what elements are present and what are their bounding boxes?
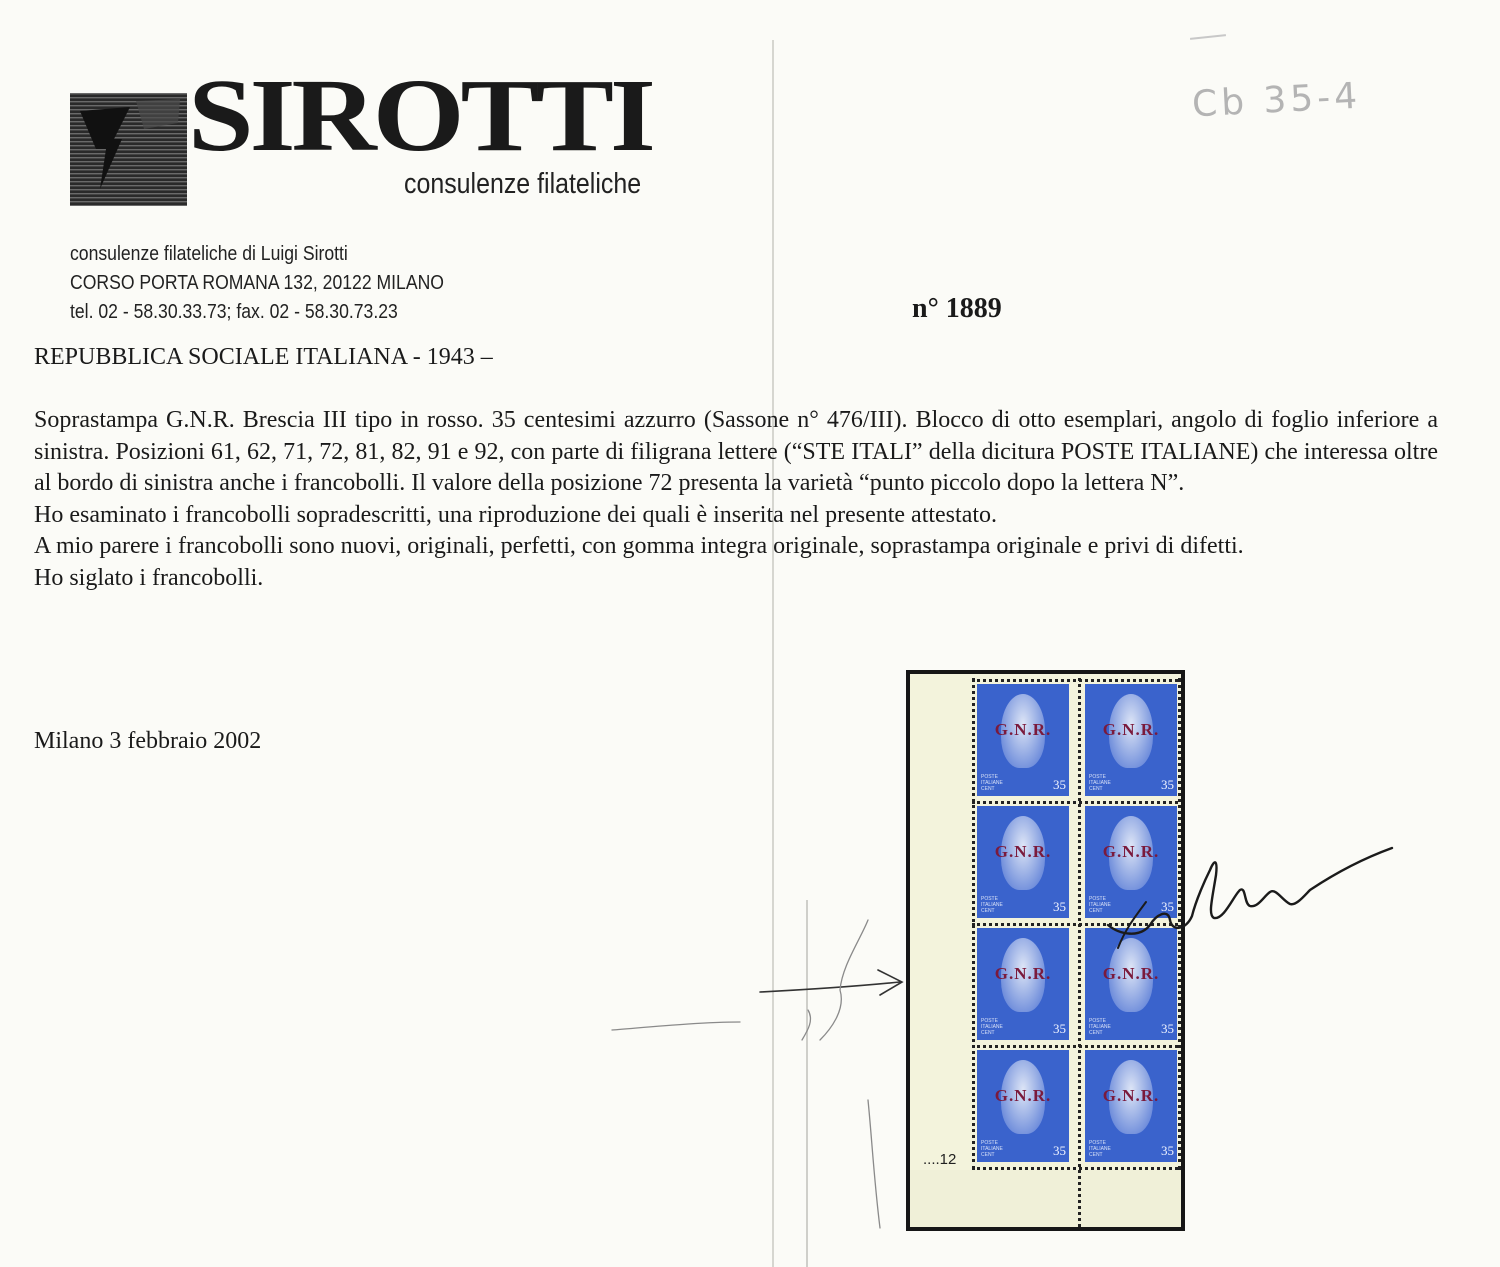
stamp-value: 35 <box>1161 899 1174 914</box>
stamp-value: 35 <box>1161 1143 1174 1158</box>
stamp-imprint: POSTE ITALIANE CENT <box>981 1018 1003 1036</box>
gnr-overprint: G.N.R. <box>994 1086 1052 1105</box>
gnr-overprint: G.N.R. <box>1102 964 1160 983</box>
sheet-number: ....12 <box>923 1151 957 1168</box>
stamp-imprint: POSTE ITALIANE CENT <box>981 896 1003 914</box>
signature-stroke <box>1118 902 1146 948</box>
gnr-overprint: G.N.R. <box>994 964 1052 983</box>
stamp-value: 35 <box>1053 777 1066 792</box>
address-line-2: CORSO PORTA ROMANA 132, 20122 MILANO <box>70 272 444 294</box>
gnr-overprint: G.N.R. <box>1102 1086 1160 1105</box>
stamp-imprint: POSTE ITALIANE CENT <box>1089 896 1111 914</box>
stamp-value: 35 <box>1161 1021 1174 1036</box>
date-place: Milano 3 febbraio 2002 <box>34 728 262 754</box>
stamp-imprint: POSTE ITALIANE CENT <box>1089 774 1111 792</box>
gnr-overprint: G.N.R. <box>1102 720 1160 739</box>
address-line-1: consulenze filateliche di Luigi Sirotti <box>70 243 348 265</box>
stamp-imprint: POSTE ITALIANE CENT <box>981 774 1003 792</box>
opinion-paragraph: A mio parere i francobolli sono nuovi, originali, perfetti, con gomma integra originale, soprastampa originale e privi di difetti. <box>34 533 1244 559</box>
signed-paragraph: Ho siglato i francobolli. <box>34 564 264 591</box>
pencil-arrow <box>760 970 902 995</box>
address-line-3: tel. 02 - 58.30.33.73; fax. 02 - 58.30.73.23 <box>70 301 398 323</box>
handwritten-reference: Cb 35-4 <box>1191 75 1363 126</box>
gnr-overprint: G.N.R. <box>994 842 1052 861</box>
stamp-value: 35 <box>1053 899 1066 914</box>
document-heading: REPUBBLICA SOCIALE ITALIANA - 1943 – <box>34 344 493 370</box>
gnr-overprint: G.N.R. <box>994 720 1052 739</box>
sirotti-wordmark: SIROTTI <box>188 57 652 174</box>
pencil-marks <box>612 920 880 1228</box>
stamp-imprint: POSTE ITALIANE CENT <box>1089 1018 1111 1036</box>
description-paragraph: Soprastampa G.N.R. Brescia III tipo in rosso. 35 centesimi azzurro (Sassone n° 476/III). Blocco di otto esemplari, angolo di foglio inferiore a sinistra. Posizioni 61, 62, 71, 72, 81, 82, 91 e 92, con parte di filigrana lettere (“STE ITALI” della dicitura POSTE ITALIANE) che interessa oltre al bordo di sinistra anche i francobolli. Il valore della posizione 72 presenta la varietà “punto piccolo dopo la lettera N”. <box>34 407 1438 496</box>
stamp-imprint: POSTE ITALIANE CENT <box>1089 1140 1111 1158</box>
stamp-value: 35 <box>1053 1143 1066 1158</box>
stamp-value: 35 <box>1161 777 1174 792</box>
stamp-imprint: POSTE ITALIANE CENT <box>981 1140 1003 1158</box>
certificate-number: n° 1889 <box>912 293 1002 324</box>
gnr-overprint: G.N.R. <box>1102 842 1160 861</box>
handwritten-signature <box>1108 848 1392 934</box>
examination-paragraph: Ho esaminato i francobolli sopradescritti, una riproduzione dei quali è inserita nel presente attestato. <box>34 501 998 528</box>
logo-subtitle: consulenze filateliche <box>404 168 642 200</box>
stamp-value: 35 <box>1053 1021 1066 1036</box>
